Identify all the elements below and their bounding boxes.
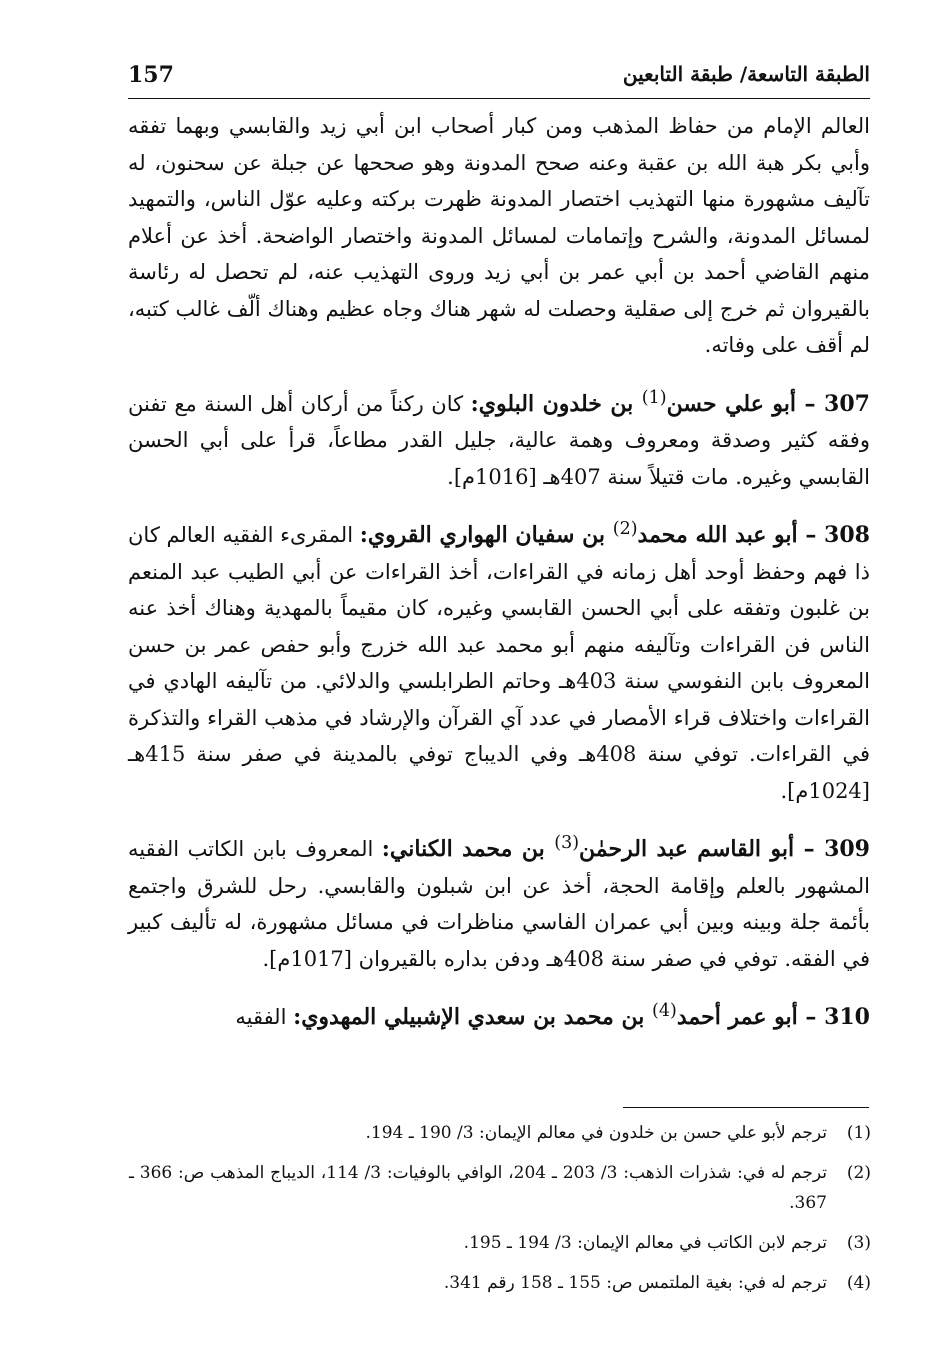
footnote-1: [129, 1118, 871, 1148]
footnote-text: ترجم له في: بغية الملتمس ص: 155 ـ 158 رقم 341.: [443, 1273, 827, 1293]
footnote-4: [129, 1268, 871, 1298]
footnote-ref: (4): [652, 1001, 677, 1021]
footnote-divider: [623, 1107, 869, 1108]
entry-310: [128, 993, 870, 1036]
footnote-number: (2): [846, 1163, 871, 1183]
entry-number: 307 –: [804, 390, 870, 417]
main-text: [128, 108, 870, 1036]
entry-number: 309 –: [803, 836, 870, 862]
footnote-ref: (1): [641, 387, 667, 408]
entry-name: أبو عبد الله محمد: [637, 522, 806, 548]
entry-number: 310 –: [805, 1004, 870, 1030]
entry-number: 308 –: [805, 522, 870, 548]
entry-name: بن محمد بن سعدي الإشبيلي المهدوي:: [293, 1004, 653, 1030]
intro-paragraph: العالم الإمام من حفاظ المذهب ومن كبار أصحاب ابن أبي زيد والقابسي وبهما تفقه وأبي بكر هبة الله بن عقبة وعنه صحح المدونة وهو صححها عن جبلة عن سحنون، له تآليف مشهورة منها التهذيب اختصار المدونة ظهرت بركته وعليه عوّل الناس، والتمهيد لمسائل المدونة، والشرح وإتمامات لمسائل المدونة واختصار الواضحة. أخذ عن أعلام منهم القاضي أحمد بن أبي عمر بن أبي زيد وروى التهذيب عنه، لم تحصل له رئاسة بالقيروان ثم خرج إلى صقلية وحصلت له شهر هناك وجاه عظيم وهناك ألّف غالب كتبه، لم أقف على وفاته.: [128, 114, 870, 357]
footnote-text: ترجم له في: شذرات الذهب: 3/ 203 ـ 204، الوافي بالوفيات: 3/ 114، الديباج المذهب ص: 366 ـ 367.: [129, 1163, 827, 1213]
entry-307: [128, 380, 870, 496]
entry-name: بن محمد الكناني:: [381, 836, 555, 862]
entry-308: [128, 511, 870, 809]
footnote-2: [129, 1158, 871, 1218]
footnotes: [129, 1118, 871, 1308]
entry-name: أبو علي حسن: [666, 390, 805, 417]
entry-text: الفقيه: [235, 1005, 294, 1029]
page-header: [128, 58, 870, 99]
entry-name: أبو عمر أحمد: [676, 1004, 806, 1030]
footnote-text: ترجم لأبو علي حسن بن خلدون في معالم الإيمان: 3/ 190 ـ 194.: [365, 1123, 827, 1143]
entry-name: أبو القاسم عبد الرحمٰن: [579, 836, 804, 862]
footnote-ref: (3): [554, 833, 580, 853]
footnote-ref: (2): [612, 519, 638, 539]
entry-name: بن خلدون البلوي:: [470, 390, 642, 417]
running-title: الطبقة التاسعة/ طبقة التابعين: [622, 62, 870, 86]
entry-text: كان ركناً من أركان أهل السنة مع تفنن وفقه كثير وصدقة ومعروف وهمة عالية، جليل القدر مطاعاً، قرأ على أبي الحسن القابسي وغيره. مات قتيلاً سنة 407هـ [1016م].: [128, 391, 870, 489]
footnote-number: (1): [846, 1123, 871, 1143]
entry-text: المعروف بابن الكاتب الفقيه المشهور بالعلم وإقامة الحجة، أخذ عن ابن شبلون والقابسي. رحل للشرق واجتمع بأئمة جلة وبينه وبين أبي عمران الفاسي مناظرات في مسائل مشهورة، له تأليف كبير في الفقه. توفي في صفر سنة 408هـ ودفن بداره بالقيروان [1017م].: [128, 837, 870, 971]
footnote-3: [129, 1228, 871, 1258]
entry-name: بن سفيان الهواري القروي:: [359, 522, 613, 548]
footnote-text: ترجم لابن الكاتب في معالم الإيمان: 3/ 194 ـ 195.: [463, 1233, 827, 1253]
footnote-number: (3): [846, 1233, 871, 1253]
entry-text: المقرىء الفقيه العالم كان ذا فهم وحفظ أوحد أهل زمانه في القراءات، أخذ القراءات عن أبي الطيب عبد المنعم بن غلبون وتفقه على أبي الحسن القابسي وغيره، كان مقيماً بالمهدية وهناك أخذ عنه الناس فن القراءات وتآليفه منهم أبو محمد عبد الله خزرج وأبو حفص عمر بن حسن المعروف بابن النفوسي سنة 403هـ وحاتم الطرابلسي والدلائي. من تآليفه الهادي في القراءات واختلاف قراء الأمصار في عدد آي القرآن والإرشاد في مذهب القراء والتذكرة في القراءات. توفي سنة 408هـ وفي الديباج توفي بالمدينة في صفر سنة 415هـ [1024م].: [128, 523, 871, 803]
entry-309: [128, 825, 870, 977]
page-number: 157: [128, 62, 174, 88]
footnote-number: (4): [846, 1273, 871, 1293]
